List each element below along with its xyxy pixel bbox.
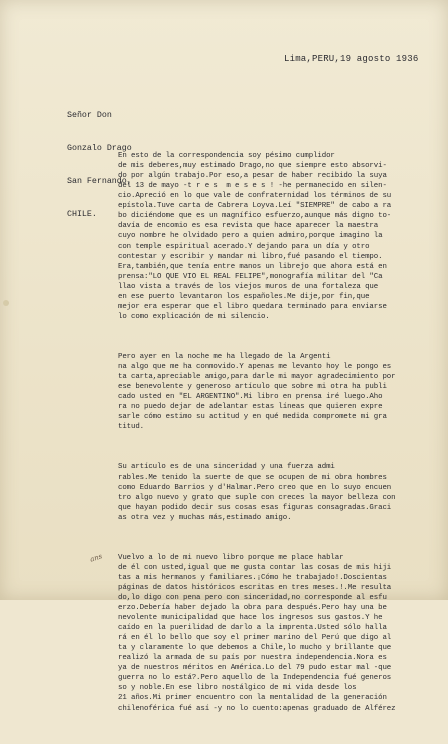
punch-hole	[3, 300, 9, 306]
recipient-line: CHILE.	[67, 210, 97, 219]
recipient-line: Gonzalo Drago	[67, 144, 132, 153]
recipient-line: Señor Don	[67, 111, 112, 120]
paragraph: Vuelvo a lo de mi nuevo libro porque me place hablar de él con usted,igual que me gusta contar las cosas de mis hiji tas a mis hermanos y familiares.¡Cómo he trabajado!.Doscientas páginas de datos históricos escritas en tres meses.!.Me resulta do,lo digo con pena pero con sinceridad,no corresponde al esfu erzo.Debería haber dejado la obra para después.Pero hay una be nevolente municipalidad que hace los ingresos sus gastos.Y he caído en la puerilidad de darlo a la imprenta.Usted sólo halla rá en él lo bello que soy el primer marino del Perú que digo al ta y claramente lo que debemos a Chile,lo mucho y brillante que realizó la armada de su país por nuestra independencia.Nora es ya de nuestros méritos en América.Lo del 79 pudo estar mal -que guerra no lo está?.Pero aquello de la Independencia fué generos so y noble.En ese libro nostálgico de mi vida desde los 21 años.Mi primer encuentro con la mentalidad de la generación chilenoférica fué así -y no lo cuento:apenas graduado de Alférez	[118, 553, 396, 713]
recipient-line: San Fernando,	[67, 177, 132, 186]
letter-date: Lima,PERU,19 agosto 1936	[284, 54, 419, 64]
paragraph: En esto de la correspondencia soy pésimo cumplidor de mis deberes,muy estimado Drago,no que siempre esto absorvi- do por algún trabajo.Por eso,a pesar de haber recibido la suya del 13 de mayo -t r e s m e s e s ! -he permanecido en silen- cio.Apreció en lo que vale de confraternidad los términos de su epístola.Tuve carta de Cabrera Loyva.Leí "SIEMPRE" de cabo a ra bo diciéndome que es un magnífico esfuerzo,aunque más digno to- davía de encomio es esa revista que hace aparecer la maestra cuyo nombre he olvidado pero a quien admiro,porque imagino la con temple espiritual acerado.Y dejando para un día y otro contestar y escribir y mandar mi libro,fué pasando el tiempo. Era,también,que tenía entre manos un librejo que ahora está en prensa:"LO QUE VIO EL REAL FELIPE",monografía militar del "Ca llao vista a través de los viejos muros de una fortaleza que en ese puerto levantaron los españoles.Me dije,por fin,que mejor era esperar que el libro quedara terminado para enviarse lo como explicación de mi silencio.	[118, 152, 392, 321]
paragraph: Su artículo es de una sinceridad y una fuerza admi rables.Me tenido la suerte de que se ocupen de mi obra hombres como Eduardo Barrios y d'Halmar.Pero creo que en lo suyo encuen tro algo nuevo y grato que suple con creces la mayor belleza con que hayan podido decir sus cosas esas figuras consagradas.Graci as otra vez y muchas más,estimado amigo.	[118, 463, 396, 522]
margin-annotation: ans	[89, 552, 104, 564]
paragraph: Pero ayer en la noche me ha llegado de la Argenti na algo que me ha conmovido.Y apenas me levanto hoy le pongo es ta carta,apreciable amigo,para darle mi mayor agradecimiento por ese benevolente y generoso artículo que sobre mi otra ha publi cado usted en "EL ARGENTINO".Mi libro en prensa iré luego.Aho ra no puedo dejar de adelantar estas líneas que quieren expre sarle cómo estimo su actitud y en qué medida compromete mi gra titud.	[118, 352, 396, 432]
letter-body	[118, 131, 430, 744]
